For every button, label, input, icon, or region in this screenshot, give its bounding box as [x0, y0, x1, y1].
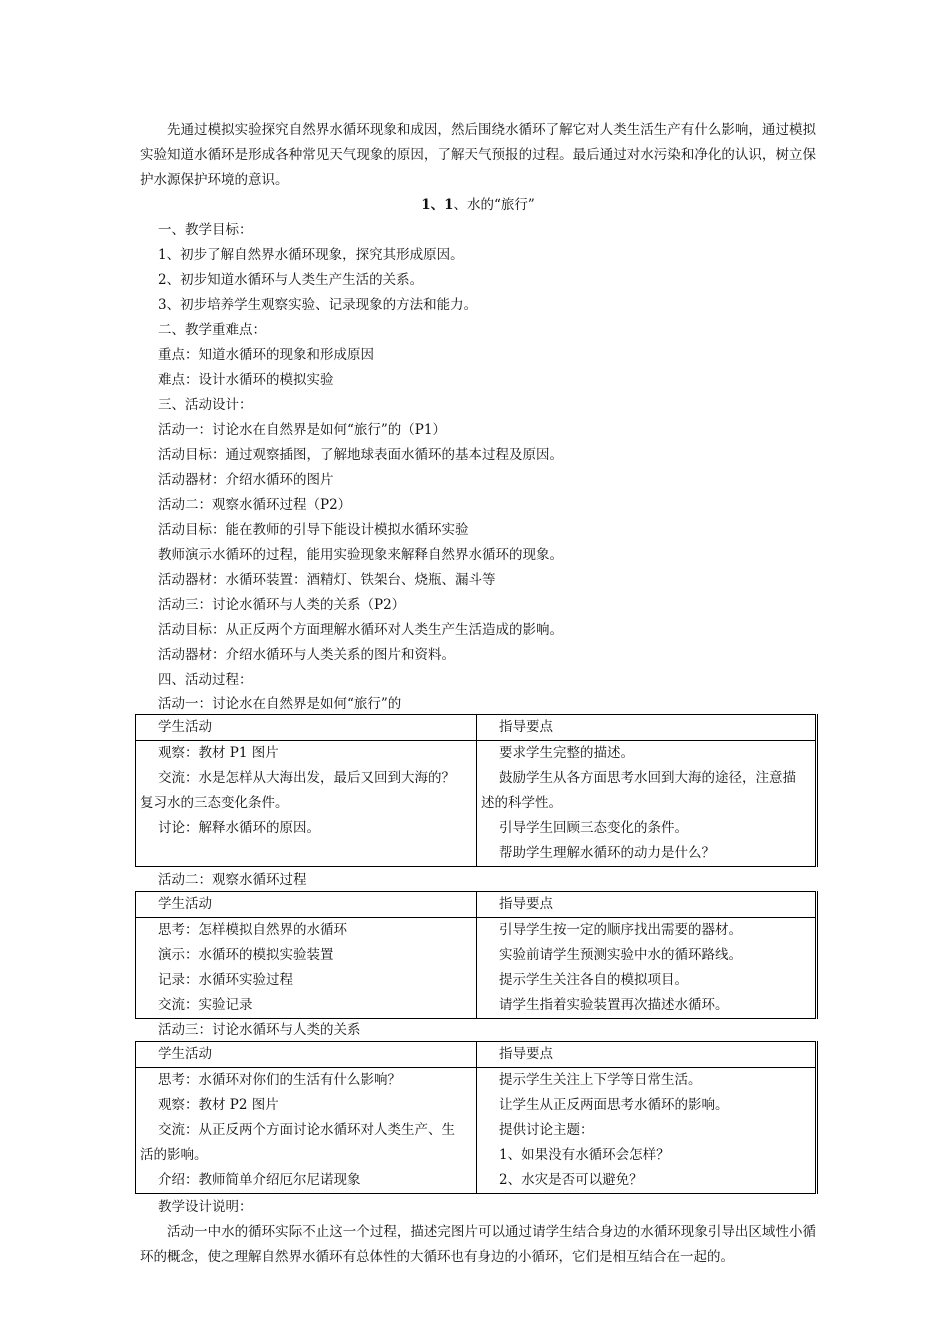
- lesson-number: 1、1: [421, 197, 454, 213]
- lesson-title-text: 、水的“旅行”: [453, 197, 535, 213]
- guide-cell: [477, 1068, 817, 1194]
- table-header-row: [136, 715, 817, 741]
- list-item: 思考：怎样模拟自然界的水循环: [158, 922, 347, 938]
- list-item: 演示：水循环的模拟实验装置: [158, 947, 334, 963]
- list-item: 2、水灾是否可以避免？: [499, 1172, 643, 1188]
- design-note-heading: 教学设计说明：: [158, 1199, 253, 1215]
- list-item: 请学生指着实验装置再次描述水循环。: [499, 997, 729, 1013]
- list-item: 交流：水是怎样从大海出发，最后又回到大海的？: [158, 770, 455, 786]
- header-student: [136, 1042, 477, 1068]
- activity-design-line: 活动目标：通过观察插图，了解地球表面水循环的基本过程及原因。: [158, 447, 563, 463]
- guide-cell: [477, 918, 817, 1019]
- list-item: 让学生从正反两面思考水循环的影响。: [499, 1097, 729, 1113]
- header-student: [136, 715, 477, 741]
- list-item: 提示学生关注各自的模拟项目。: [499, 972, 688, 988]
- list-item: 讨论：解释水循环的原因。: [158, 820, 320, 836]
- student-cell: [136, 1068, 477, 1194]
- table-row: [136, 741, 817, 867]
- list-item: 记录：水循环实验过程: [158, 972, 293, 988]
- list-item: 1、如果没有水循环会怎样？: [499, 1147, 670, 1163]
- activity-design-line: 活动器材：介绍水循环与人类关系的图片和资料。: [158, 647, 455, 663]
- lesson-title: [140, 193, 816, 217]
- list-item: 复习水的三态变化条件。: [140, 795, 289, 811]
- activity-design-line: 活动一：讨论水在自然界是如何“旅行”的（P1）: [158, 422, 446, 438]
- student-cell: [136, 741, 477, 867]
- goal-item: 3、初步培养学生观察实验、记录现象的方法和能力。: [158, 297, 478, 313]
- section-activity-design: 三、活动设计：: [158, 397, 253, 413]
- guide-cell: [477, 741, 817, 867]
- activity-design-line: 活动目标：从正反两个方面理解水循环对人类生产生活造成的影响。: [158, 622, 563, 638]
- list-item: 实验前请学生预测实验中水的循环路线。: [499, 947, 742, 963]
- key-point: 重点：知道水循环的现象和形成原因: [158, 347, 374, 363]
- table-header-row: [136, 1042, 817, 1068]
- header-student-label: 学生活动: [158, 896, 212, 912]
- activity3-table: [135, 1041, 818, 1194]
- activity-design-line: 活动三：讨论水循环与人类的关系（P2）: [158, 597, 406, 613]
- list-item: 交流：从正反两个方面讨论水循环对人类生产、生活的影响。: [140, 1122, 455, 1163]
- header-student-label: 学生活动: [158, 1046, 212, 1062]
- header-guide: [477, 892, 817, 918]
- table-header-row: [136, 892, 817, 918]
- design-note-body: 活动一中水的循环实际不止这一个过程，描述完图片可以通过请学生结合身边的水循环现象引导出区域性小循环的概念，使之理解自然界水循环有总体性的大循环也有身边的小循环，它们是相互结合在一起的。: [140, 1224, 816, 1265]
- activity-design-line: 活动器材：水循环装置：酒精灯、铁架台、烧瓶、漏斗等: [158, 572, 496, 588]
- activity-design-line: 教师演示水循环的过程，能用实验现象来解释自然界水循环的现象。: [158, 547, 563, 563]
- activity2-table: [135, 891, 818, 1019]
- list-item: 要求学生完整的描述。: [499, 745, 634, 761]
- goal-item: 2、初步知道水循环与人类生产生活的关系。: [158, 272, 424, 288]
- header-guide: [477, 715, 817, 741]
- activity2-caption: 活动二：观察水循环过程: [158, 872, 307, 888]
- activity-design-line: 活动目标：能在教师的引导下能设计模拟水循环实验: [158, 522, 469, 538]
- header-student-label: 学生活动: [158, 719, 212, 735]
- list-item: 交流：实验记录: [158, 997, 253, 1013]
- difficult-point: 难点：设计水循环的模拟实验: [158, 372, 334, 388]
- activity1-table: [135, 714, 818, 867]
- table-row: [136, 918, 817, 1019]
- intro-paragraph: 先通过模拟实验探究自然界水循环现象和成因，然后围绕水循环了解它对人类生活生产有什么影响，通过模拟实验知道水循环是形成各种常见天气现象的原因，了解天气预报的过程。最后通过对水污染和净化的认识，树立保护水源保护环境的意识。: [140, 122, 816, 188]
- list-item: 观察：教材 P2 图片: [158, 1097, 279, 1113]
- student-cell: [136, 918, 477, 1019]
- list-item: 观察：教材 P1 图片: [158, 745, 279, 761]
- activity-design-line: 活动二：观察水循环过程（P2）: [158, 497, 352, 513]
- header-guide: [477, 1042, 817, 1068]
- list-item: 提示学生关注上下学等日常生活。: [499, 1072, 702, 1088]
- header-guide-label: 指导要点: [499, 719, 553, 735]
- header-guide-label: 指导要点: [499, 1046, 553, 1062]
- list-item: 引导学生按一定的顺序找出需要的器材。: [499, 922, 742, 938]
- header-guide-label: 指导要点: [499, 896, 553, 912]
- goal-item: 1、初步了解自然界水循环现象，探究其形成原因。: [158, 247, 464, 263]
- list-item: 提供讨论主题：: [499, 1122, 594, 1138]
- list-item: 介绍：教师简单介绍厄尔尼诺现象: [158, 1172, 361, 1188]
- section-key-points: 二、教学重难点：: [158, 322, 266, 338]
- list-item: 鼓励学生从各方面思考水回到大海的途径，注意描述的科学性。: [481, 770, 796, 811]
- section-teaching-goals: 一、教学目标：: [158, 222, 253, 238]
- table-row: [136, 1068, 817, 1194]
- activity3-caption: 活动三：讨论水循环与人类的关系: [158, 1022, 361, 1038]
- section-activity-process: 四、活动过程：: [158, 672, 253, 688]
- header-student: [136, 892, 477, 918]
- list-item: 引导学生回顾三态变化的条件。: [499, 820, 688, 836]
- activity-design-line: 活动器材：介绍水循环的图片: [158, 472, 334, 488]
- list-item: 帮助学生理解水循环的动力是什么？: [499, 845, 715, 861]
- activity1-caption: 活动一：讨论水在自然界是如何“旅行”的: [158, 696, 402, 712]
- list-item: 思考：水循环对你们的生活有什么影响？: [158, 1072, 401, 1088]
